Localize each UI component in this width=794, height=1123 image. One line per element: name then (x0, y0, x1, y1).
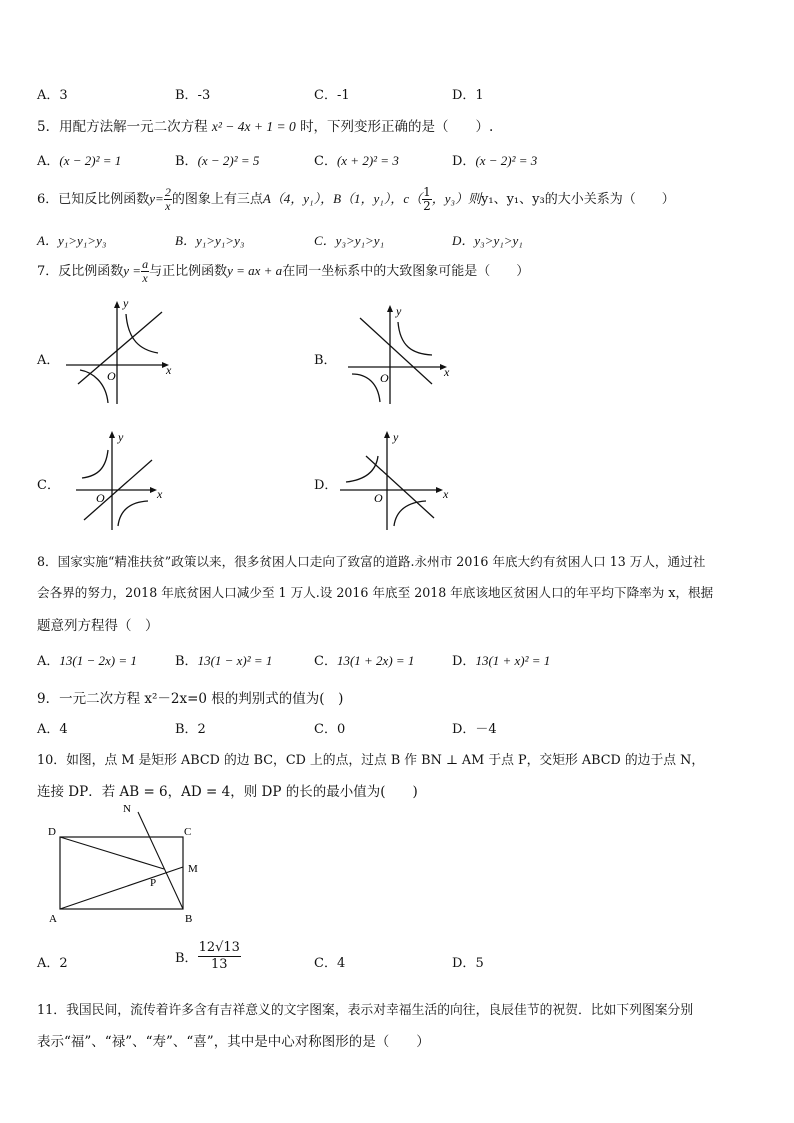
q10-line2: 连接 DP．若 AB = 6，AD = 4，则 DP 的长的最小值为( ) (37, 784, 418, 800)
y-axis-arrow (387, 305, 393, 312)
hyperbola-branch-upper (82, 450, 108, 478)
q4-option-b: B．-3 (175, 88, 211, 103)
q5-option-d: D．(x − 2)² = 3 (452, 153, 538, 169)
origin-label: O (380, 371, 389, 385)
q9-option-b: B．2 (175, 722, 206, 737)
q7-graph-a (62, 300, 182, 410)
q7-graph-c (62, 426, 182, 536)
q10-rectangle-figure (40, 800, 220, 930)
hyperbola-branch-upper (346, 456, 378, 482)
y-label: y (396, 304, 402, 318)
x-label: x (157, 487, 163, 501)
q6-c-fraction: $\frac{1}{2}$ (423, 185, 431, 213)
label-b: B (185, 913, 193, 925)
y-axis-arrow (384, 431, 390, 438)
q5-suffix: 时，下列变形正确的是（ ）. (300, 119, 494, 135)
q11-line1: 11．我国民间，流传着许多含有吉祥意义的文字图案，表示对幸福生活的向往，良辰佳节的祝贺．比如下列图案分别 (37, 1003, 694, 1018)
q6-point-b: B（1，y₁）， (333, 191, 404, 206)
q5-stem (37, 115, 493, 135)
x-axis-arrow (150, 487, 157, 493)
y-axis-arrow (109, 431, 115, 438)
q4-option-a: A．3 (37, 88, 68, 103)
q6-prefix: 6．已知反比例函数 (37, 192, 150, 207)
hyperbola-branch-lower (352, 374, 380, 402)
hyperbola-branch-lower (118, 501, 148, 526)
q8-option-b: B．13(1 − x)² = 1 (175, 653, 273, 669)
q9-option-c: C．0 (314, 722, 346, 737)
linear-function-line (360, 318, 432, 384)
q5-option-c: C．(x + 2)² = 3 (314, 153, 399, 169)
q8-option-c: C．13(1 + 2x) = 1 (314, 653, 415, 669)
q6-fraction: $\frac{2}{x}$ (164, 185, 171, 213)
q8-option-d: D．13(1 + x)² = 1 (452, 653, 551, 669)
q8-option-a: A．13(1 − 2x) = 1 (37, 653, 137, 669)
q6-option-b: B．y₁>y₁>y₃ (175, 233, 245, 248)
label-p: P (150, 877, 157, 889)
q4-option-c: C．-1 (314, 88, 350, 103)
q5-option-b: B．(x − 2)² = 5 (175, 153, 260, 169)
y-label: y (393, 430, 399, 444)
q5-equation: x² − 4x + 1 = 0 (211, 119, 296, 134)
q6-point-a: A（4，y₁）， (262, 191, 334, 206)
q6-text2: y₁、y₁、y₃的大小关系为（ ） (481, 192, 675, 207)
x-axis-arrow (436, 487, 443, 493)
q4-option-d: D．1 (452, 88, 484, 103)
q7-graph-c-letter: C． (37, 478, 60, 493)
hyperbola-branch-lower (394, 501, 426, 526)
hyperbola-branch-lower (80, 370, 108, 403)
q7-suffix: 在同一坐标系中的大致图象可能是（ ） (282, 264, 530, 279)
label-d: D (48, 826, 56, 838)
q6-point-c-pre: c（ (403, 191, 423, 206)
y-axis-arrow (114, 301, 120, 308)
origin-label: O (374, 491, 383, 505)
q6-option-a: A．y₁>y₁>y₃ (37, 233, 107, 248)
q7-fraction: $\frac{a}{x}$ (142, 257, 149, 285)
q10-option-a: A．2 (37, 956, 68, 971)
q8-line1: 8．国家实施“精准扶贫”政策以来，很多贫困人口走向了致富的道路.永州市 2016 年底大约有贫困人口 13 万人，通过社 (37, 554, 706, 569)
label-m: M (188, 863, 198, 875)
origin-label: O (107, 369, 116, 383)
x-label: x (166, 363, 172, 377)
label-a: A (49, 913, 57, 925)
q7-func2: y = ax + a (227, 263, 283, 278)
x-label: x (444, 365, 450, 379)
q6-point-c-post: ，y₃）则 (431, 191, 482, 206)
y-label: y (123, 300, 129, 310)
q8-line3: 题意列方程得（ ） (37, 618, 159, 634)
q7-graph-b-letter: B． (314, 353, 337, 368)
label-c: C (184, 826, 192, 838)
q6-text1: 的图象上有三点 (171, 192, 263, 207)
hyperbola-branch-upper (398, 322, 432, 355)
q10-option-d: D．5 (452, 956, 484, 971)
linear-function-line (366, 456, 434, 518)
label-n: N (123, 803, 131, 815)
segment-am (60, 867, 183, 909)
q7-prefix: 7．反比例函数 (37, 264, 124, 279)
q9-stem: 9．一元二次方程 x²－2x=0 根的判别式的值为( ) (37, 691, 344, 707)
x-label: x (443, 487, 449, 501)
origin-label: O (96, 491, 105, 505)
q9-option-a: A．4 (37, 722, 68, 737)
q11-line2: 表示“福”、“禄”、“寿”、“喜”，其中是中心对称图形的是（ ） (37, 1034, 430, 1050)
q10-option-b: B． $\frac{12√13}{13}$ (175, 940, 240, 972)
segment-dp (60, 837, 164, 869)
q7-graph-a-letter: A． (37, 353, 60, 368)
q7-graph-d (330, 426, 460, 536)
q7-stem (37, 258, 529, 285)
q6-stem (37, 186, 675, 213)
q10-option-c: C．4 (314, 956, 346, 971)
q5-option-a: A．(x − 2)² = 1 (37, 153, 122, 169)
q8-line2: 会各界的努力，2018 年底贫困人口减少至 1 万人.设 2016 年底至 2018 年底该地区贫困人口的年平均下降率为 x，根据 (37, 585, 714, 600)
q7-graph-d-letter: D． (314, 478, 338, 493)
q6-option-c: C．y₃>y₁>y₁ (314, 233, 385, 248)
q6-option-d: D．y₃>y₁>y₁ (452, 233, 523, 248)
segment-bn (138, 812, 183, 909)
y-label: y (118, 430, 124, 444)
q7-lhs: y = (123, 263, 142, 278)
q7-mid: 与正比例函数 (149, 264, 228, 279)
q5-prefix: 5．用配方法解一元二次方程 (37, 119, 208, 135)
q10-line1: 10．如图，点 M 是矩形 ABCD 的边 BC，CD 上的点，过点 B 作 BN ⊥ AM 于点 P，交矩形 ABCD 的边于点 N， (37, 753, 705, 768)
q6-func-lhs: y= (149, 191, 164, 206)
q9-option-d: D．－4 (452, 722, 497, 737)
q7-graph-b (340, 300, 460, 410)
